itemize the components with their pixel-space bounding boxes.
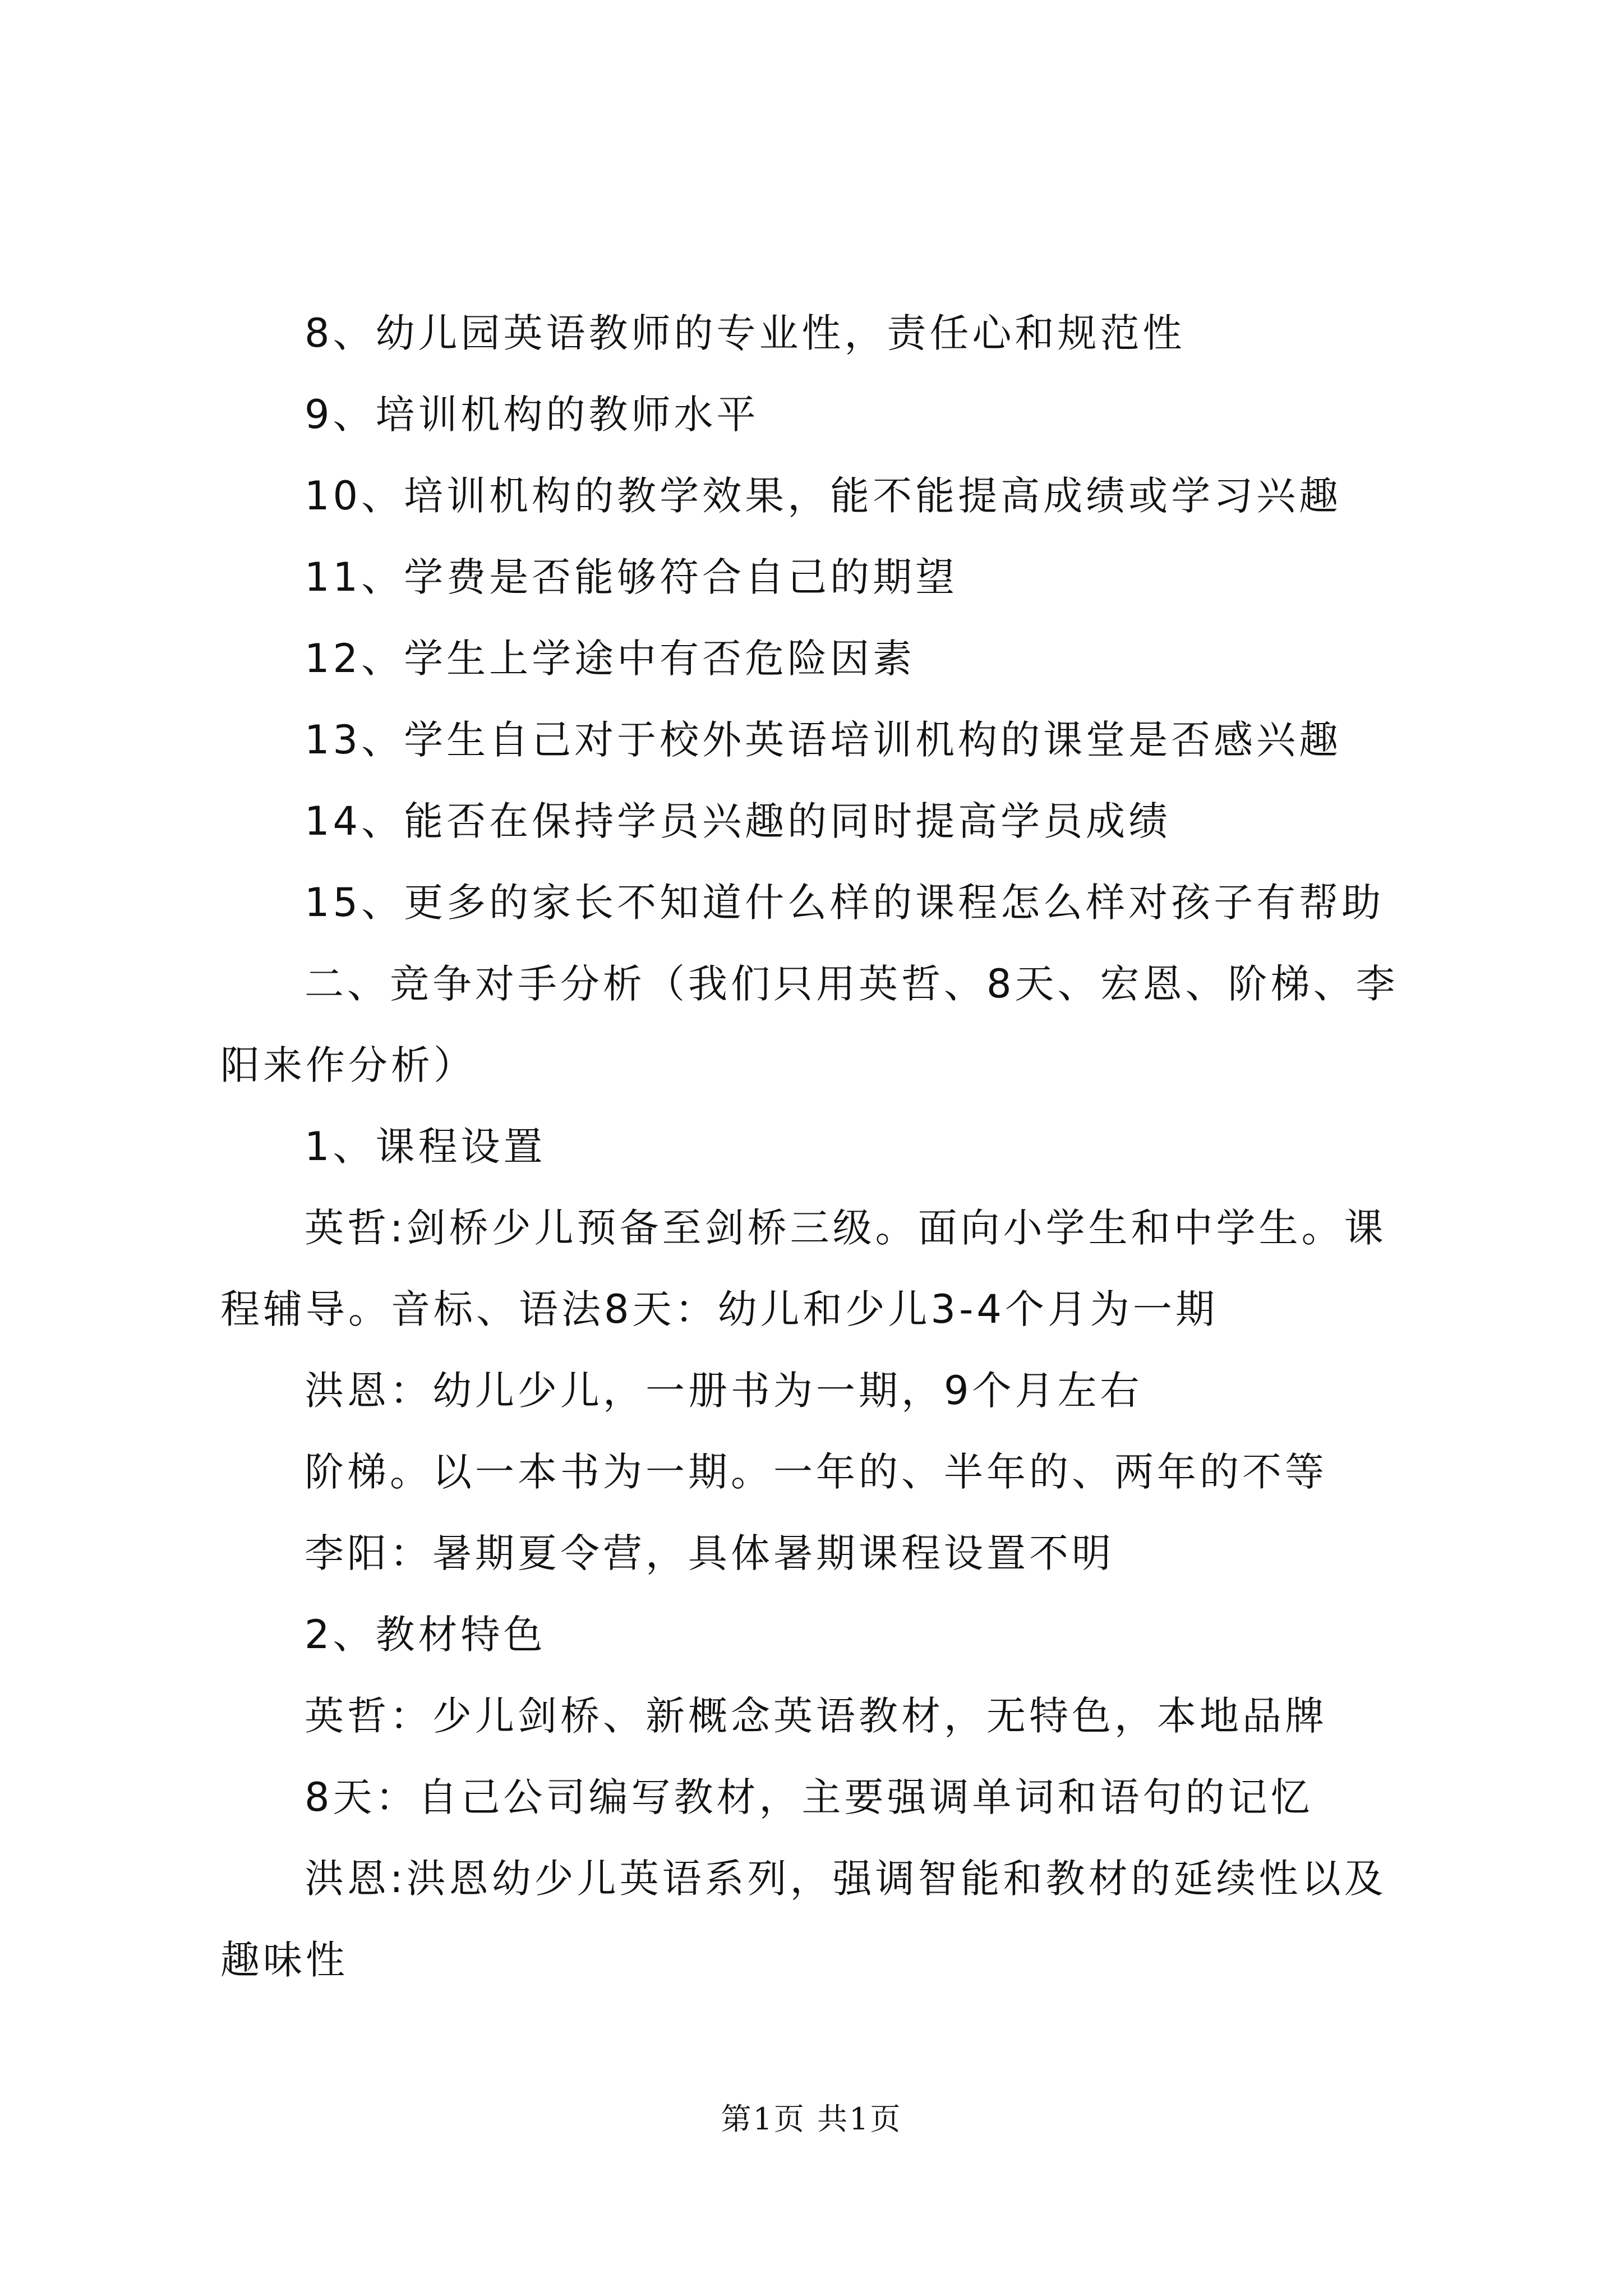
section-heading-continued: 阳来作分析） <box>220 1042 476 1088</box>
page-footer: 第1页 共1页 <box>721 2101 902 2137</box>
list-item: 14、能否在保持学员兴趣的同时提高学员成绩 <box>305 798 1172 844</box>
paragraph-line: 趣味性 <box>220 1937 348 1983</box>
paragraph-line: 洪恩：幼儿少儿，一册书为一期，9个月左右 <box>305 1368 1143 1414</box>
list-item: 9、培训机构的教师水平 <box>305 392 759 438</box>
paragraph-line: 李阳：暑期夏令营，具体暑期课程设置不明 <box>305 1530 1114 1576</box>
paragraph-line: 英哲：少儿剑桥、新概念英语教材，无特色，本地品牌 <box>305 1693 1327 1739</box>
paragraph-line: 程辅导。音标、语法8天：幼儿和少儿3-4个月为一期 <box>220 1286 1218 1332</box>
list-item: 13、学生自己对于校外英语培训机构的课堂是否感兴趣 <box>305 717 1342 763</box>
section-heading: 二、竞争对手分析（我们只用英哲、8天、宏恩、阶梯、李 <box>305 961 1399 1007</box>
paragraph-line: 8天：自己公司编写教材，主要强调单词和语句的记忆 <box>305 1774 1313 1820</box>
list-item: 12、学生上学途中有否危险因素 <box>305 636 916 682</box>
list-item: 10、培训机构的教学效果，能不能提高成绩或学习兴趣 <box>305 473 1342 519</box>
paragraph-line: 阶梯。以一本书为一期。一年的、半年的、两年的不等 <box>305 1449 1327 1495</box>
list-item: 8、幼儿园英语教师的专业性，责任心和规范性 <box>305 310 1186 356</box>
subsection-heading: 1、课程设置 <box>305 1124 546 1170</box>
list-item: 11、学费是否能够符合自己的期望 <box>305 554 958 600</box>
list-item: 15、更多的家长不知道什么样的课程怎么样对孩子有帮助 <box>305 880 1385 926</box>
paragraph-line: 英哲:剑桥少儿预备至剑桥三级。面向小学生和中学生。课 <box>305 1205 1387 1251</box>
paragraph-line: 洪恩:洪恩幼少儿英语系列，强调智能和教材的延续性以及 <box>305 1856 1387 1902</box>
subsection-heading: 2、教材特色 <box>305 1612 546 1658</box>
document-body <box>220 293 1421 2001</box>
